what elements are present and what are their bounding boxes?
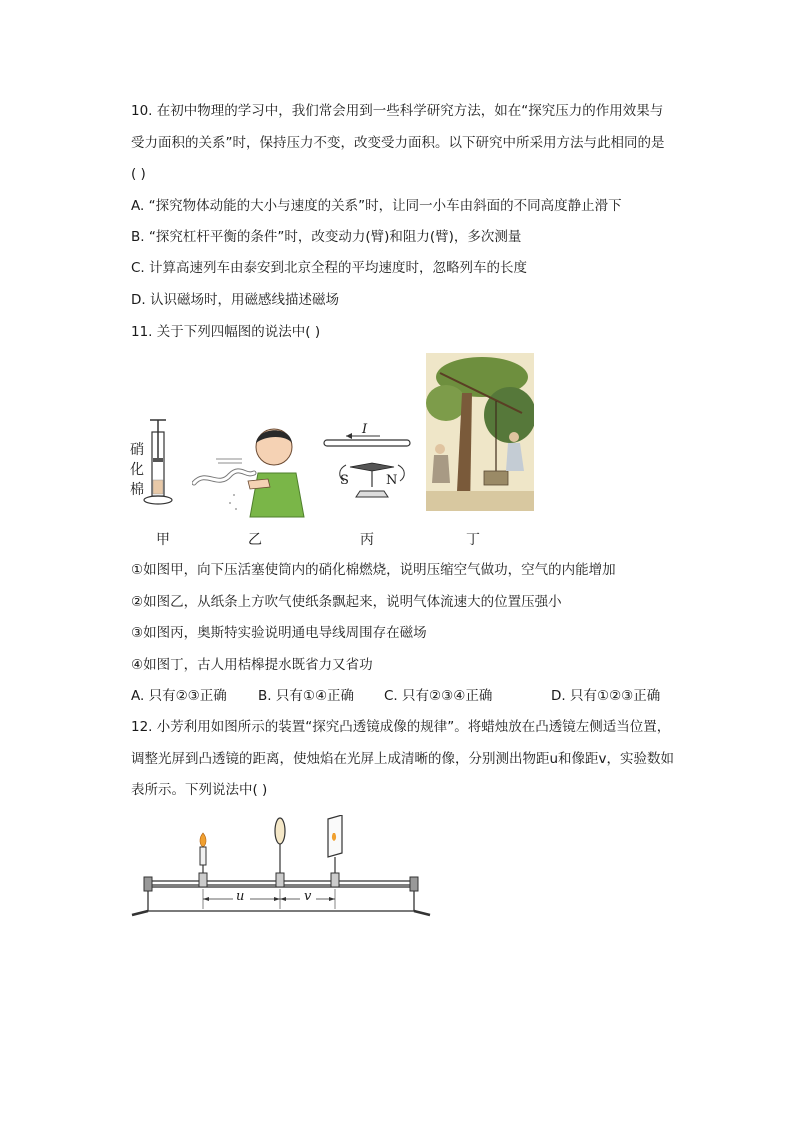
figure-yi-blowing-paper <box>192 425 310 520</box>
figure-bing-oersted <box>320 422 416 505</box>
fig-jia-label-3: 棉 <box>130 482 144 498</box>
shadoof-drawing <box>426 353 534 511</box>
q12-stem-line1: 12. 小芳利用如图所示的装置“探究凸透镜成像的规律”。将蜡烛放在凸透镜左侧适当位置， <box>131 719 671 735</box>
fig-bing-s-label: S <box>340 473 349 488</box>
q12-stem-line3: 表所示。下列说法中( ) <box>131 782 268 798</box>
fire-syringe-drawing <box>130 418 180 508</box>
q12-stem-line2: 调整光屏到凸透镜的距离，使烛焰在光屏上成清晰的像，分别测出物距u和像距v，实验数如 <box>131 751 675 767</box>
fig-jia-label-1: 硝 <box>130 442 144 458</box>
figure-jia-fire-syringe <box>130 418 180 508</box>
fig-jia-label-2: 化 <box>130 462 144 478</box>
figure-ding-shadoof-painting <box>426 353 534 511</box>
q10-option-a: A. “探究物体动能的大小与速度的关系”时，让同一小车由斜面的不同高度静止滑下 <box>131 198 622 214</box>
caption-bing: 丙 <box>360 532 374 548</box>
caption-yi: 乙 <box>248 532 262 548</box>
q11-option-c: C. 只有②③④正确 <box>384 688 493 704</box>
q11-option-b: B. 只有①④正确 <box>258 688 355 704</box>
q11-option-a: A. 只有②③正确 <box>131 688 227 704</box>
q10-stem-line1: 10. 在初中物理的学习中，我们常会用到一些科学研究方法，如在“探究压力的作用效果与 <box>131 103 664 119</box>
q10-answer-blank: ( ) <box>131 166 146 182</box>
caption-ding: 丁 <box>466 532 480 548</box>
boy-blowing-drawing <box>192 425 310 520</box>
q11-statement-2: ②如图乙，从纸条上方吹气使纸条飘起来，说明气体流速大的位置压强小 <box>131 594 562 610</box>
figure-optical-bench <box>128 815 434 917</box>
q11-statement-4: ④如图丁，古人用桔槔提水既省力又省功 <box>131 657 373 673</box>
fig-u-label: u <box>236 889 245 904</box>
q10-option-c: C. 计算高速列车由泰安到北京全程的平均速度时，忽略列车的长度 <box>131 260 528 276</box>
oersted-drawing <box>320 425 416 505</box>
fig-v-label: v <box>304 889 312 904</box>
fig-bing-n-label: N <box>386 473 398 488</box>
q11-statement-1: ①如图甲，向下压活塞使筒内的硝化棉燃烧，说明压缩空气做功，空气的内能增加 <box>131 562 616 578</box>
fig-bing-current-label: I <box>362 422 368 437</box>
optical-bench-drawing <box>128 815 434 917</box>
q11-stem: 11. 关于下列四幅图的说法中( ) <box>131 324 321 340</box>
q11-option-d: D. 只有①②③正确 <box>551 688 661 704</box>
q10-option-b: B. “探究杠杆平衡的条件”时，改变动力(臂)和阻力(臂)，多次测量 <box>131 229 522 245</box>
caption-jia: 甲 <box>156 532 170 548</box>
q10-option-d: D. 认识磁场时，用磁感线描述磁场 <box>131 292 339 308</box>
q10-stem-line2: 受力面积的关系”时，保持压力不变，改变受力面积。以下研究中所采用方法与此相同的是 <box>131 135 665 151</box>
q11-statement-3: ③如图丙，奥斯特实验说明通电导线周围存在磁场 <box>131 625 427 641</box>
